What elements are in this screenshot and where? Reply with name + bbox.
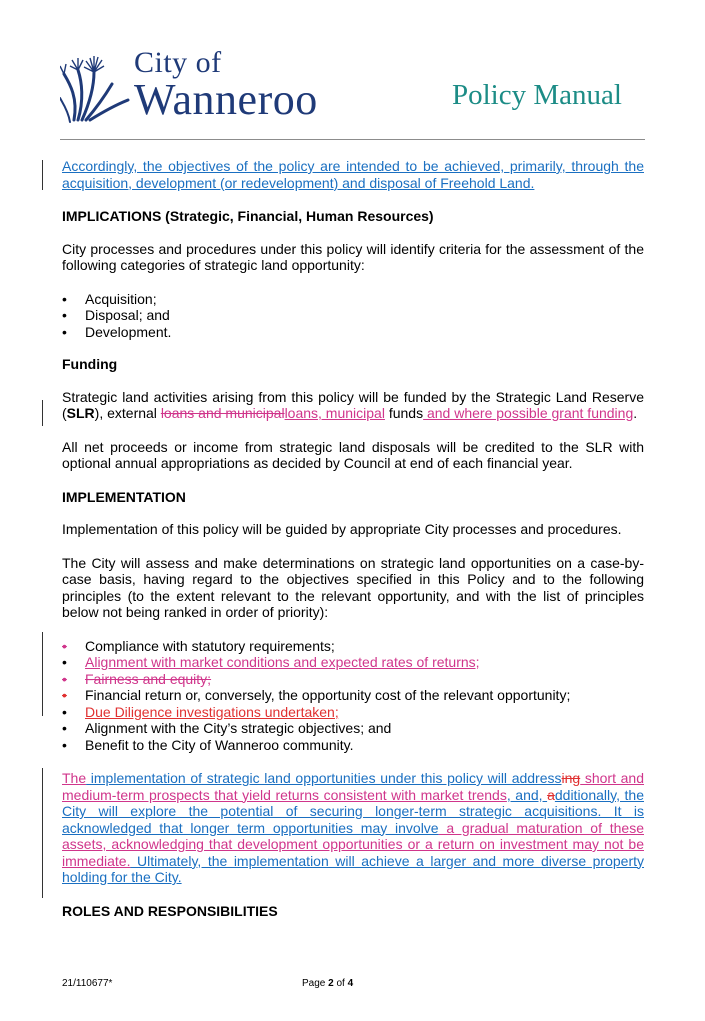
- city-of-wanneroo-logo: [60, 44, 330, 124]
- roles-heading: ROLES AND RESPONSIBILITIES: [62, 902, 278, 919]
- policy-content: [62, 158, 644, 919]
- implementation-summary-paragraph: The implementation of strategic land opportunities under this policy will addressing short and medium-term prospects that yield returns consistent with market trends, and, additionally, the City will explore the potential of securing longer-term strategic acquisitions. It is acknowledged that longer term opportunities may involve a gradual maturation of these assets, acknowledging that development opportunities or a return on investment may not be immediate. Ultimately, the implementation will achieve a larger and more diverse property holding for the City.: [62, 770, 645, 885]
- intro-paragraph: Accordingly, the objectives of the policy are intended to be achieved, primarily, through the acquisition, development (or redevelopment) and disposal of Freehold Land.: [62, 158, 644, 191]
- document-reference: 21/110677*: [62, 978, 113, 989]
- change-bar: [42, 400, 43, 426]
- funding-proceeds-paragraph: All net proceeds or income from strategic land disposals will be credited to the SLR with optional annual appropriations as decided by Council at end of each financial year.: [62, 438, 644, 471]
- list-item: • Benefit to the City of Wanneroo community.: [62, 736, 354, 753]
- funding-heading: Funding: [62, 356, 118, 372]
- list-item: • Compliance with statutory requirements;: [62, 637, 335, 654]
- list-item: • Alignment with the City’s strategic objectives; and: [62, 720, 392, 736]
- list-item: • Due Diligence investigations undertaken;: [62, 703, 339, 720]
- list-item: • Disposal; and: [62, 307, 170, 323]
- change-bar: [42, 632, 43, 716]
- implications-heading: IMPLICATIONS (Strategic, Financial, Human Resources): [62, 208, 434, 224]
- implications-paragraph: City processes and procedures under this policy will identify criteria for the assessment of the following categories of strategic land opportunity:: [62, 240, 644, 273]
- implementation-paragraph: Implementation of this policy will be guided by appropriate City processes and procedures.: [62, 521, 622, 537]
- page-number: Page 2 of 4: [302, 978, 354, 989]
- list-item: • Acquisition;: [62, 290, 157, 307]
- list-item: • Alignment with market conditions and expected rates of returns;: [62, 654, 480, 670]
- change-bar: [42, 768, 43, 898]
- logo-text-wanneroo: Wanneroo: [134, 75, 318, 124]
- change-bar: [42, 160, 43, 190]
- wanneroo-plant-icon: [60, 44, 132, 124]
- list-item: • Financial return or, conversely, the opportunity cost of the relevant opportunity;: [62, 687, 571, 703]
- list-item: • Development.: [62, 323, 172, 340]
- land-opportunity-list: [62, 291, 644, 341]
- policy-manual-title: Policy Manual: [452, 79, 622, 111]
- logo-text-city-of: City of: [134, 46, 222, 79]
- header-divider: [60, 139, 645, 140]
- implementation-heading: IMPLEMENTATION: [62, 488, 186, 505]
- principles-list: [62, 638, 644, 754]
- funding-paragraph: Strategic land activities arising from this policy will be funded by the Strategic Land Reserve (SLR), external loans and municipalloans, municipal funds and where possible grant funding.: [62, 388, 644, 421]
- list-item: • Fairness and equity;: [62, 670, 212, 687]
- principles-intro-paragraph: The City will assess and make determinations on strategic land opportunities on a case-by-case basis, having regard to the objectives specified in this Policy and to the following principles (to the extent relevant to the relevant opportunity, and with the list of principles below not being ranked in order of priority):: [62, 554, 644, 620]
